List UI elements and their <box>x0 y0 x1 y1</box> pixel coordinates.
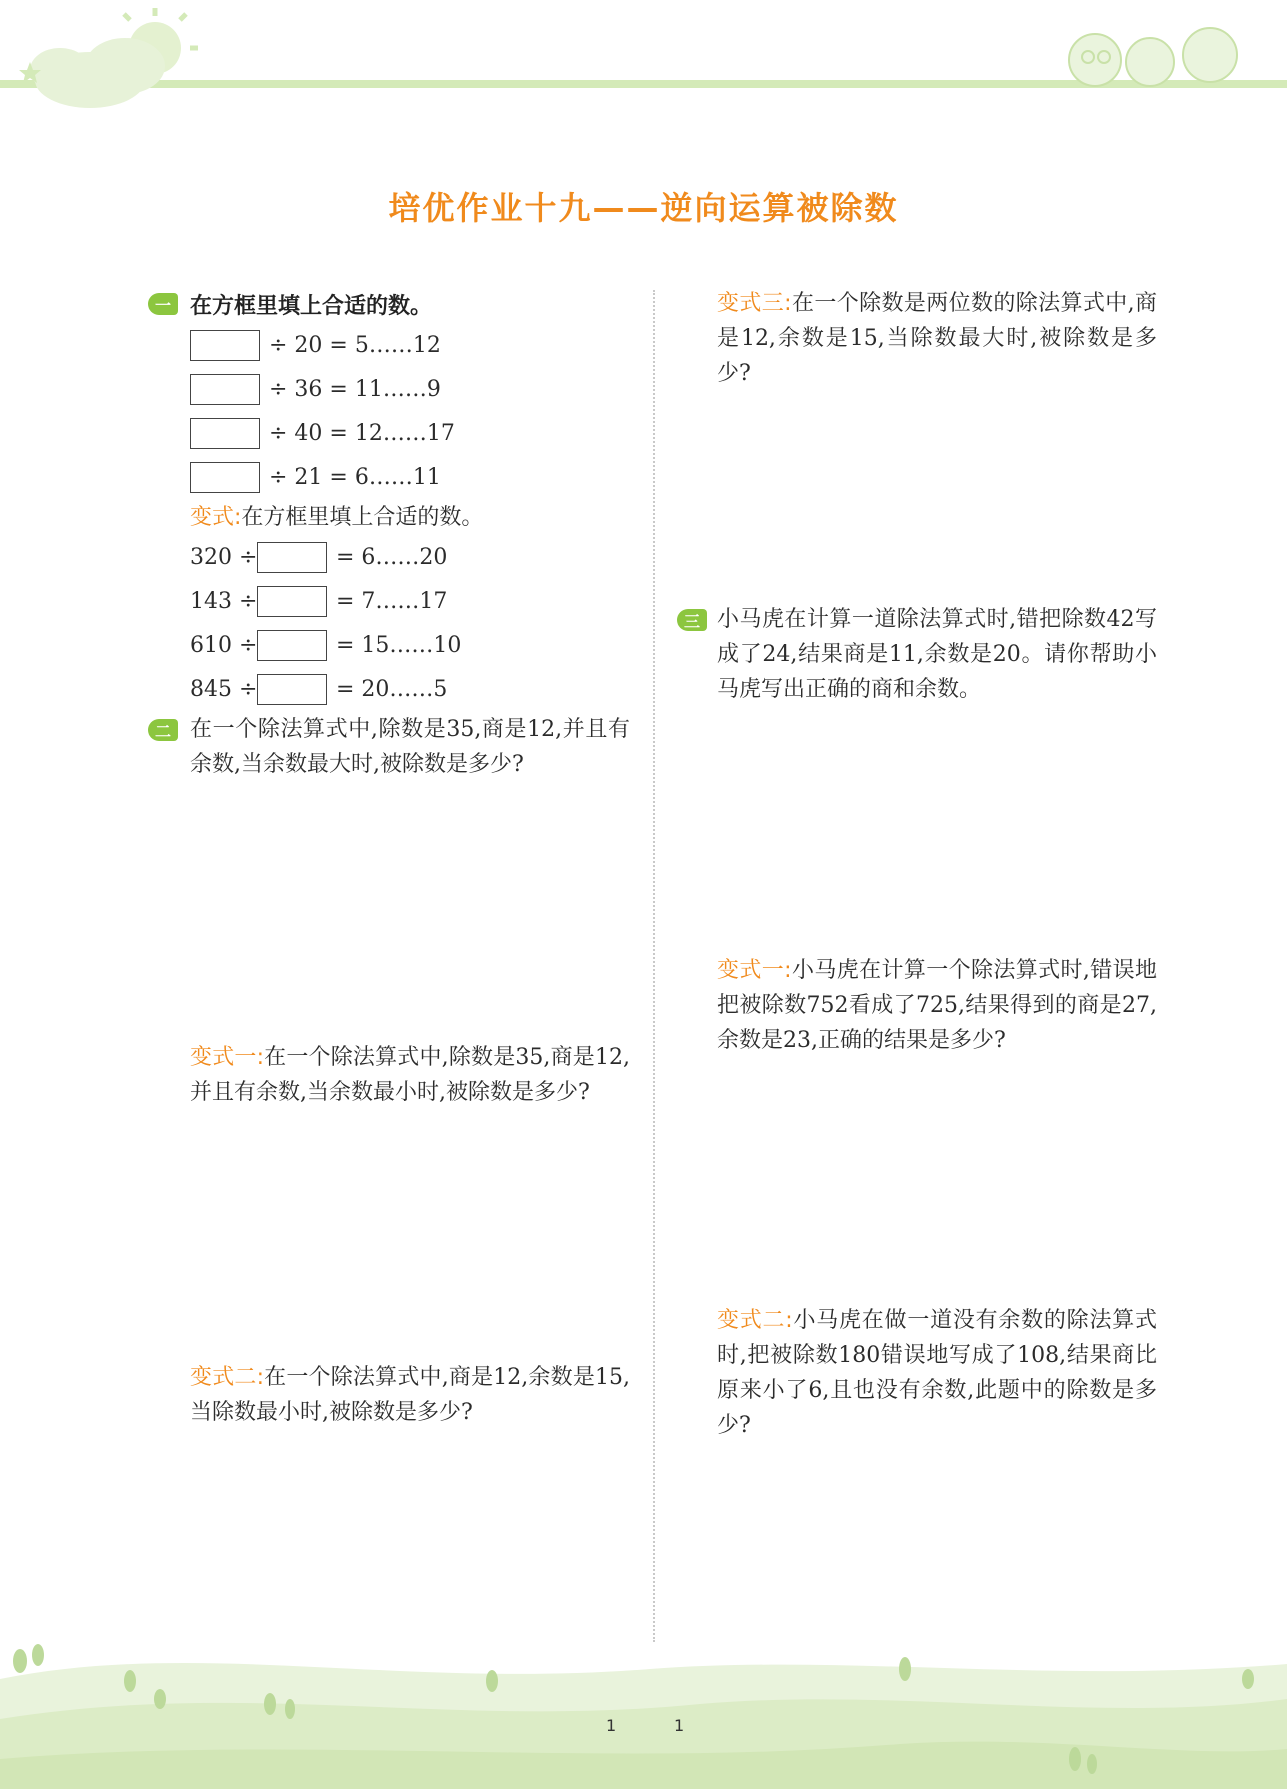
section-two-question: 在一个除法算式中,除数是35,商是12,并且有余数,当余数最大时,被除数是多少? <box>190 717 630 777</box>
variant-label: 变式: <box>190 505 242 530</box>
page-number-left: 1 <box>606 1716 617 1735</box>
section-three-variant-one <box>717 953 1157 1058</box>
variant-label: 变式二: <box>717 1308 793 1333</box>
equation-text: ÷ 40 = 12……17 <box>269 420 455 446</box>
equation-row <box>190 372 441 406</box>
equation-prefix: 320 ÷ <box>190 544 258 570</box>
answer-box[interactable] <box>257 630 327 661</box>
equation-suffix: = 6……20 <box>336 544 448 570</box>
footer-hills-decoration <box>0 1619 1287 1789</box>
answer-box[interactable] <box>190 330 260 361</box>
answer-box[interactable] <box>257 542 327 573</box>
section-three-variant-two <box>717 1303 1157 1443</box>
variant-text: 小马虎在做一道没有余数的除法算式时,把被除数180错误地写成了108,结果商比原来小了6,且也没有余数,此题中的除数是多少? <box>717 1308 1157 1438</box>
equation-text: ÷ 20 = 5……12 <box>269 332 441 358</box>
cloud-icon <box>30 38 165 108</box>
cartoon-animals-icon <box>1069 28 1237 86</box>
variant-equation-row <box>190 540 447 574</box>
section-two-badge: 二 <box>148 719 178 741</box>
variant-text: 在一个除法算式中,商是12,余数是15,当除数最小时,被除数是多少? <box>190 1365 630 1425</box>
variant-label: 变式三: <box>717 291 792 316</box>
variant-text: 在一个除法算式中,除数是35,商是12,并且有余数,当余数最小时,被除数是多少? <box>190 1045 630 1105</box>
variant-equation-row <box>190 584 447 618</box>
variant-label: 变式一: <box>717 958 792 983</box>
variant-equation-row <box>190 628 461 662</box>
equation-text: ÷ 21 = 6……11 <box>269 464 441 490</box>
section-one-title: 在方框里填上合适的数。 <box>190 294 433 319</box>
column-divider <box>653 290 655 1642</box>
variant-three <box>717 286 1157 391</box>
section-three-question: 小马虎在计算一道除法算式时,错把除数42写成了24,结果商是11,余数是20。请你帮助小马虎写出正确的商和余数。 <box>717 607 1157 702</box>
section-one-badge: 一 <box>148 293 178 315</box>
equation-row <box>190 416 455 450</box>
variant-text: 在一个除数是两位数的除法算式中,商是12,余数是15,当除数最大时,被除数是多少? <box>717 291 1157 386</box>
page-number-right: 1 <box>674 1716 685 1735</box>
equation-suffix: = 7……17 <box>336 588 448 614</box>
equation-prefix: 143 ÷ <box>190 588 258 614</box>
equation-prefix: 845 ÷ <box>190 676 258 702</box>
header-decoration <box>0 0 1287 120</box>
equation-suffix: = 15……10 <box>336 632 462 658</box>
page-title: 培优作业十九——逆向运算被除数 <box>388 189 899 227</box>
equation-prefix: 610 ÷ <box>190 632 258 658</box>
answer-box[interactable] <box>257 586 327 617</box>
equation-row <box>190 460 441 494</box>
answer-box[interactable] <box>190 374 260 405</box>
section-two-variant-one <box>190 1040 630 1110</box>
variant-instruction <box>190 500 610 535</box>
variant-equation-row <box>190 672 447 706</box>
answer-box[interactable] <box>257 674 327 705</box>
equation-row <box>190 328 441 362</box>
answer-box[interactable] <box>190 462 260 493</box>
variant-label: 变式一: <box>190 1045 264 1070</box>
variant-label: 变式二: <box>190 1365 264 1390</box>
variant-text: 小马虎在计算一个除法算式时,错误地把被除数752看成了725,结果得到的商是27,余数是23,正确的结果是多少? <box>717 958 1157 1053</box>
answer-box[interactable] <box>190 418 260 449</box>
section-two-variant-two <box>190 1360 630 1430</box>
variant-text: 在方框里填上合适的数。 <box>241 505 484 530</box>
section-three-badge: 三 <box>677 609 707 631</box>
equation-text: ÷ 36 = 11……9 <box>269 376 441 402</box>
equation-suffix: = 20……5 <box>336 676 448 702</box>
